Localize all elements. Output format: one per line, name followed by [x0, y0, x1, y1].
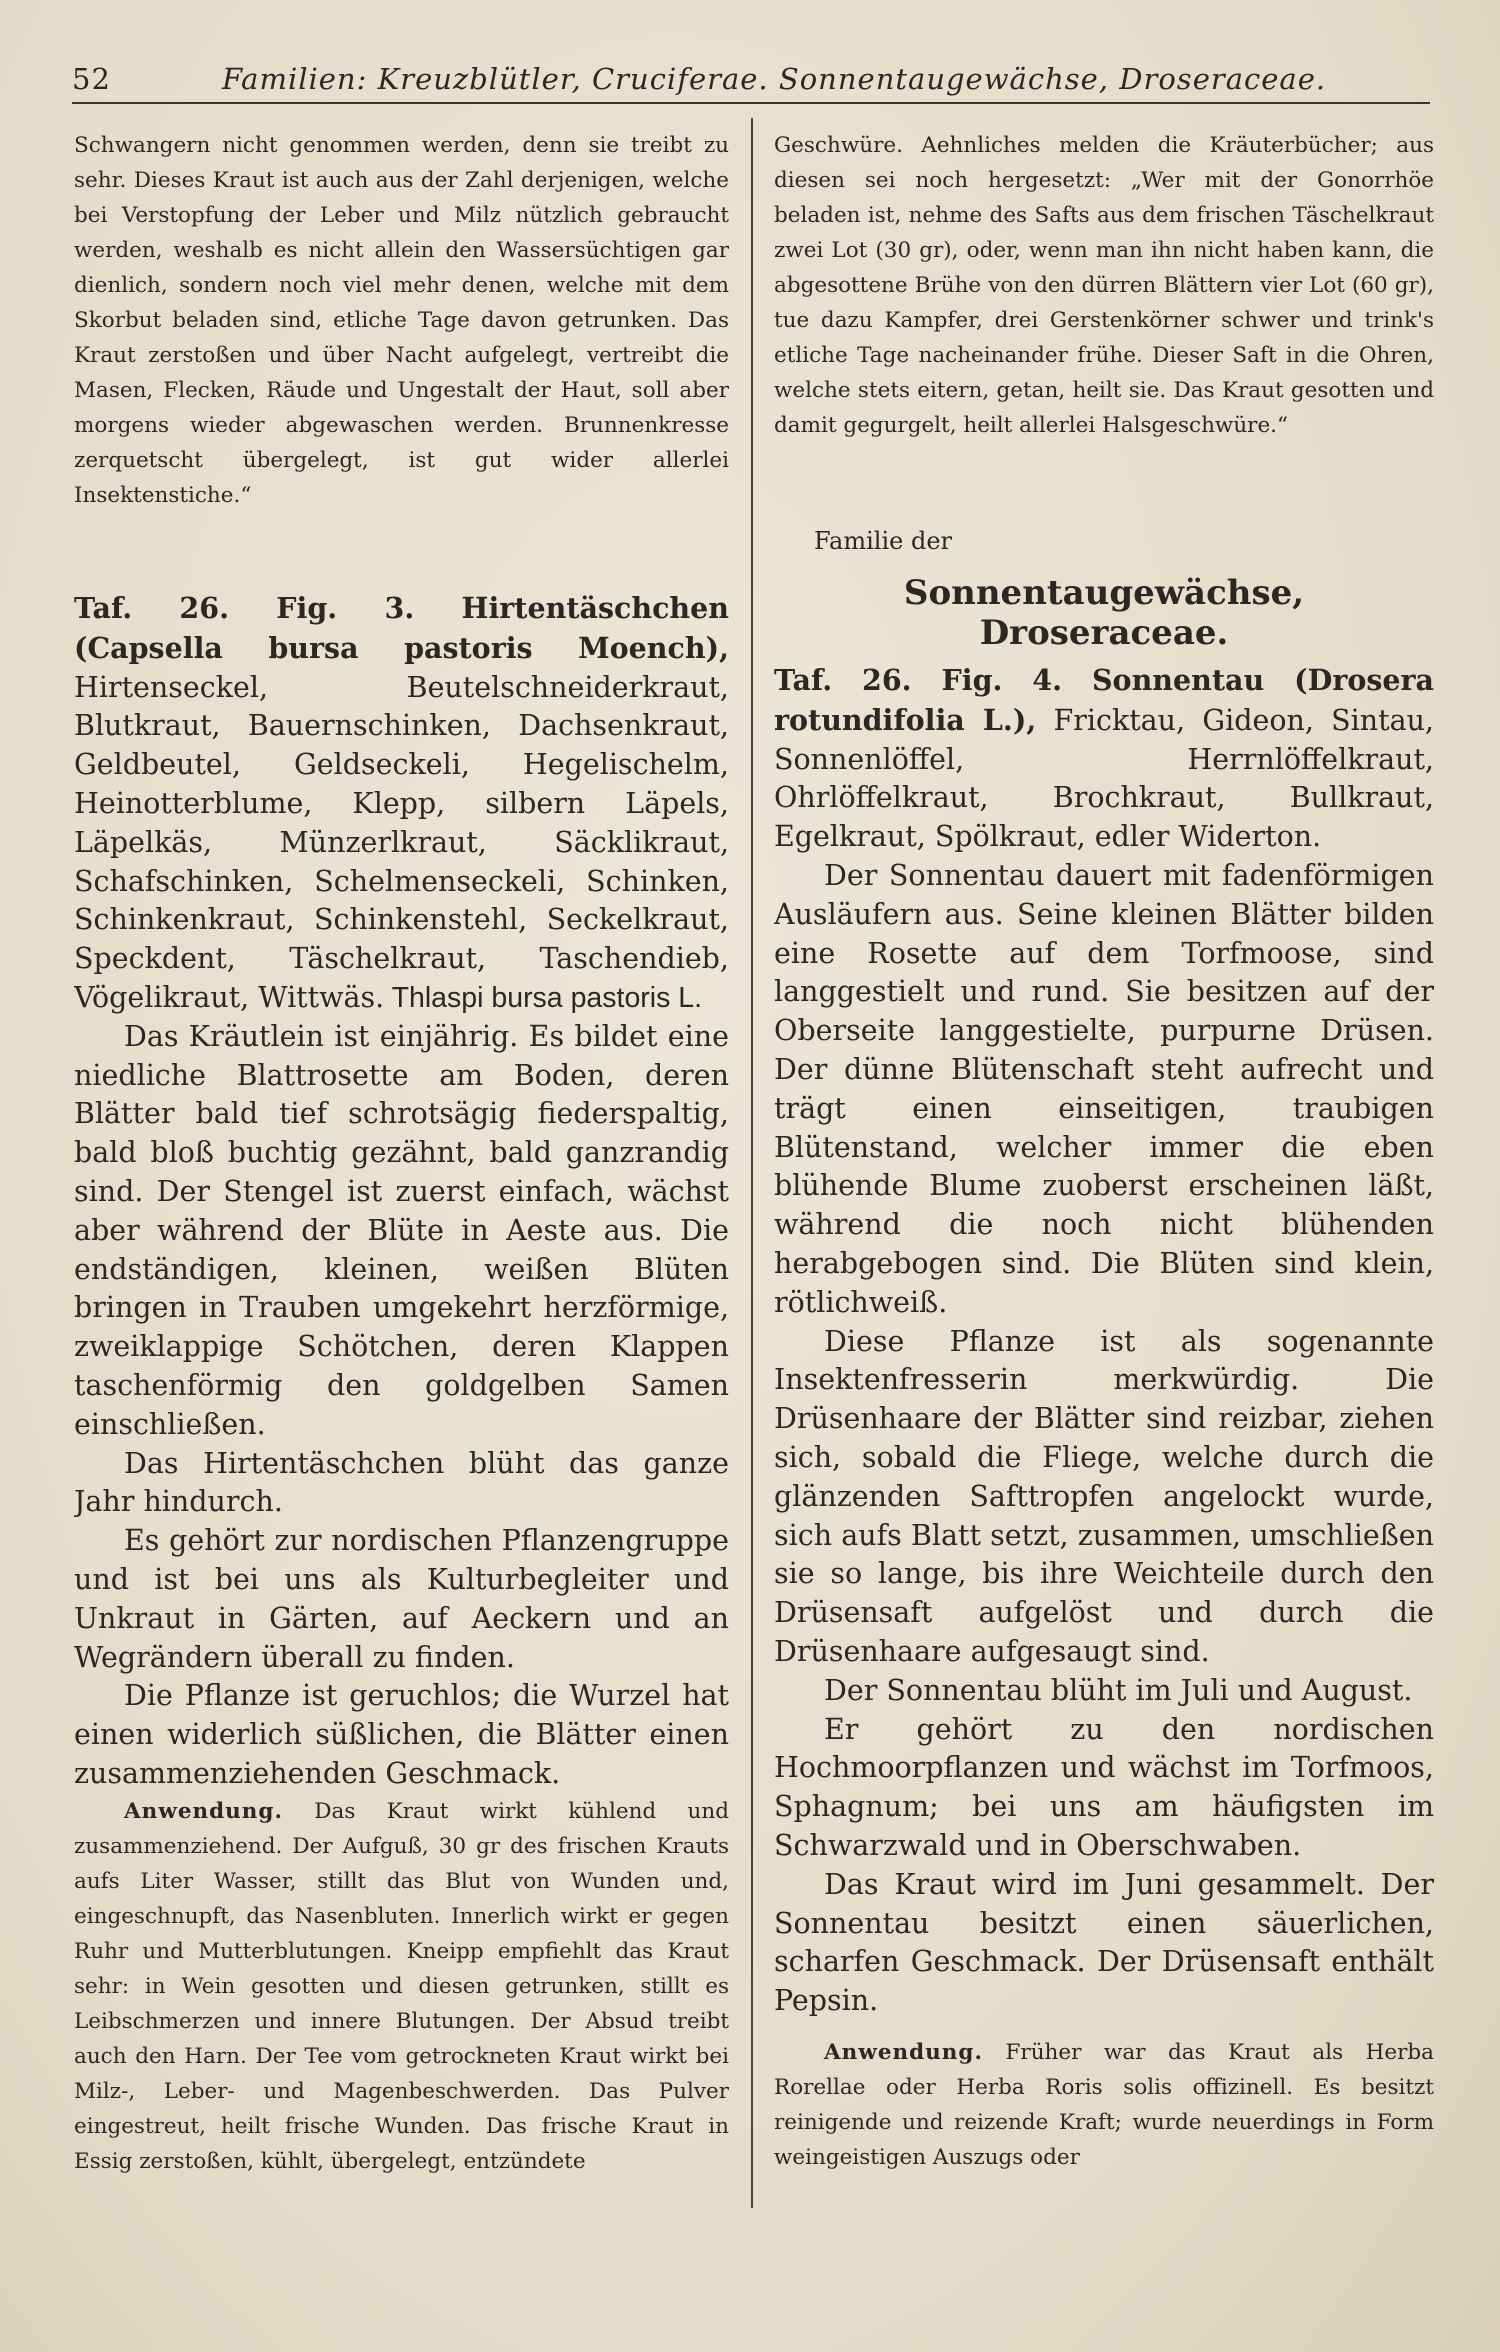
paragraph: Das Hirtentäschchen blüht das ganze Jahr hindurch. [74, 1446, 729, 1519]
entry-latin-name: Thlaspi bursa pastoris L. [384, 981, 703, 1014]
paragraph: Der Sonnentau blüht im Juli und August. [824, 1673, 1413, 1707]
anwendung-text: Früher war das Kraut als Herba Rorellae oder Herba Roris solis offizinell. Es besitzt reinigende und reizende Kraft; wurde neuerdings in Form weingeistigen Auszugs oder [774, 2039, 1434, 2170]
paragraph: Er gehört zu den nordischen Hochmoorpflanzen und wächst im Torfmoos, Sphagnum; bei uns am häufigsten im Schwarzwald und in Oberschwaben. [774, 1712, 1434, 1862]
paragraph: Der Sonnentau dauert mit fadenförmigen Ausläufern aus. Seine kleinen Blätter bilden eine Rosette auf dem Torfmoose, sind langgestielt und rund. Sie besitzen auf der Oberseite langgestielte, purpurne Drüsen. Der dünne Blütenschaft steht aufrecht und trägt einen einseitigen, traubigen Blütenstand, welcher immer die eben blühende Blume zuoberst erscheinen läßt, während die noch nicht blühenden herabgebogen sind. Die Blüten sind klein, rötlichweiß. [774, 858, 1434, 1319]
column-divider [751, 118, 753, 2208]
entry-heading: Taf. 26. Fig. 3. Hirtentäschchen (Capsella bursa pastoris Moench), [74, 591, 729, 665]
paragraph: Das Kraut wird im Juni gesammelt. Der Sonnentau besitzt einen säuerlichen, scharfen Geschmack. Der Drüsensaft enthält Pepsin. [774, 1867, 1434, 2018]
family-title: Sonnentaugewächse, Droseraceae. [903, 573, 1305, 653]
anwendung-section [774, 2035, 1434, 2175]
entry-heading: Taf. 26. Fig. 4. Sonnentau (Drosera rotundifolia L.), [774, 663, 1434, 737]
anwendung-text: Das Kraut wirkt kühlend und zusammenziehend. Der Aufguß, 30 gr des frischen Krauts aufs Liter Wasser, stillt das Blut von Wunden und, eingeschnupft, das Nasenbluten. Innerlich wirkt er gegen Ruhr und Mutterblutungen. Kneipp empfiehlt das Kraut sehr: in Wein gesotten und diesen getrunken, stillt es Leibschmerzen und innere Blutungen. Der Absud treibt auch den Harn. Der Tee vom getrockneten Kraut wirkt bei Milz-, Leber- und Magenbeschwerden. Das Pulver eingestreut, heilt frische Wunden. Das frische Kraut in Essig zerstoßen, kühlt, übergelegt, entzündete [74, 1798, 729, 2174]
paragraph: Diese Pflanze ist als sogenannte Insektenfresserin merkwürdig. Die Drüsenhaare der Blätter sind reizbar, ziehen sich, sobald die Fliege, welche durch die glänzenden Safttropfen angelockt wurde, sich aufs Blatt setzt, zusammen, umschließen sie so lange, bis ihre Weichteile durch den Drüsensaft aufgelöst und durch die Drüsenhaare aufgesaugt sind. [774, 1324, 1434, 1668]
entry-synonyms: Hirtenseckel, Beutelschneiderkraut, Blutkraut, Bauernschinken, Dachsenkraut, Geldbeutel, Geldseckeli, Hegelischelm, Heinotterblume, Klepp, silbern Läpels, Läpelkäs, Münzerlkraut, Säcklikraut, Schafschinken, Schelmenseckeli, Schinken, Schinkenkraut, Schinkenstehl, Seckelkraut, Speckdent, Täschelkraut, Taschendieb, Vögelikraut, Wittwäs. [74, 670, 729, 1014]
entry-drosera [774, 661, 1434, 857]
running-header [72, 58, 1430, 104]
continuation-text-right: Geschwüre. Aehnliches melden die Kräuterbücher; aus diesen sei noch hergesetzt: „Wer mit der Gonorrhöe beladen ist, nehme des Safts aus dem frischen Täschelkraut zwei Lot (30 gr), oder, wenn man ihn nicht haben kann, die abgesottene Brühe von den dürren Blättern vier Lot (60 gr), tue dazu Kampfer, drei Gerstenkörner schwer und trink's etliche Tage nacheinander frühe. Dieser Saft in die Ohren, welche stets eitern, getan, heilt sie. Das Kraut gesotten und damit gegurgelt, heilt allerlei Halsgeschwüre.“ [774, 133, 1434, 438]
page-number: 52 [72, 62, 111, 96]
anwendung-section [74, 1794, 729, 2179]
paragraph: Es gehört zur nordischen Pflanzengruppe und ist bei uns als Kulturbegleiter und Unkraut in Gärten, auf Aeckern und an Wegrändern überall zu finden. [74, 1524, 729, 1674]
family-label: Familie der [814, 527, 952, 555]
right-column [774, 128, 1434, 2322]
paragraph: Das Kräutlein ist einjährig. Es bildet eine niedliche Blattrosette am Boden, deren Blätter bald tief schrotsägig fiederspaltig, bald bloß buchtig gezähnt, bald ganzrandig sind. Der Stengel ist zuerst einfach, wächst aber während der Blüte in Aeste aus. Die endständigen, kleinen, weißen Blüten bringen in Trauben umgekehrt herzförmige, zweiklappige Schötchen, deren Klappen taschenförmig den goldgelben Samen einschließen. [74, 1019, 729, 1441]
left-column [74, 128, 729, 2322]
entry-synonyms: Fricktau, Gideon, Sintau, Sonnenlöffel, Herrnlöffelkraut, Ohrlöffelkraut, Brochkraut, Bullkraut, Egelkraut, Spölkraut, edler Widerton. [774, 703, 1434, 854]
continuation-text-left: Schwangern nicht genommen werden, denn sie treibt zu sehr. Dieses Kraut ist auch aus der Zahl derjenigen, welche bei Verstopfung der Leber und Milz nützlich gebraucht werden, weshalb es nicht allein den Wassersüchtigen gar dienlich, sondern noch viel mehr denen, welche mit dem Skorbut beladen sind, etliche Tage davon getrunken. Das Kraut zerstoßen und über Nacht aufgelegt, vertreibt die Masen, Flecken, Räude und Ungestalt der Haut, soll aber morgens wieder abgewaschen werden. Brunnenkresse zerquetscht übergelegt, ist gut wider allerlei Insektenstiche.“ [74, 133, 729, 508]
entry-capsella [74, 589, 729, 1018]
running-title: Familien: Kreuzblütler, Cruciferae. Sonnentaugewächse, Droseraceae. [222, 62, 1327, 96]
anwendung-label: Anwendung. [824, 2039, 983, 2065]
anwendung-label: Anwendung. [124, 1798, 283, 1824]
paragraph: Die Pflanze ist geruchlos; die Wurzel hat einen widerlich süßlichen, die Blätter einen zusammenziehenden Geschmack. [74, 1679, 729, 1790]
